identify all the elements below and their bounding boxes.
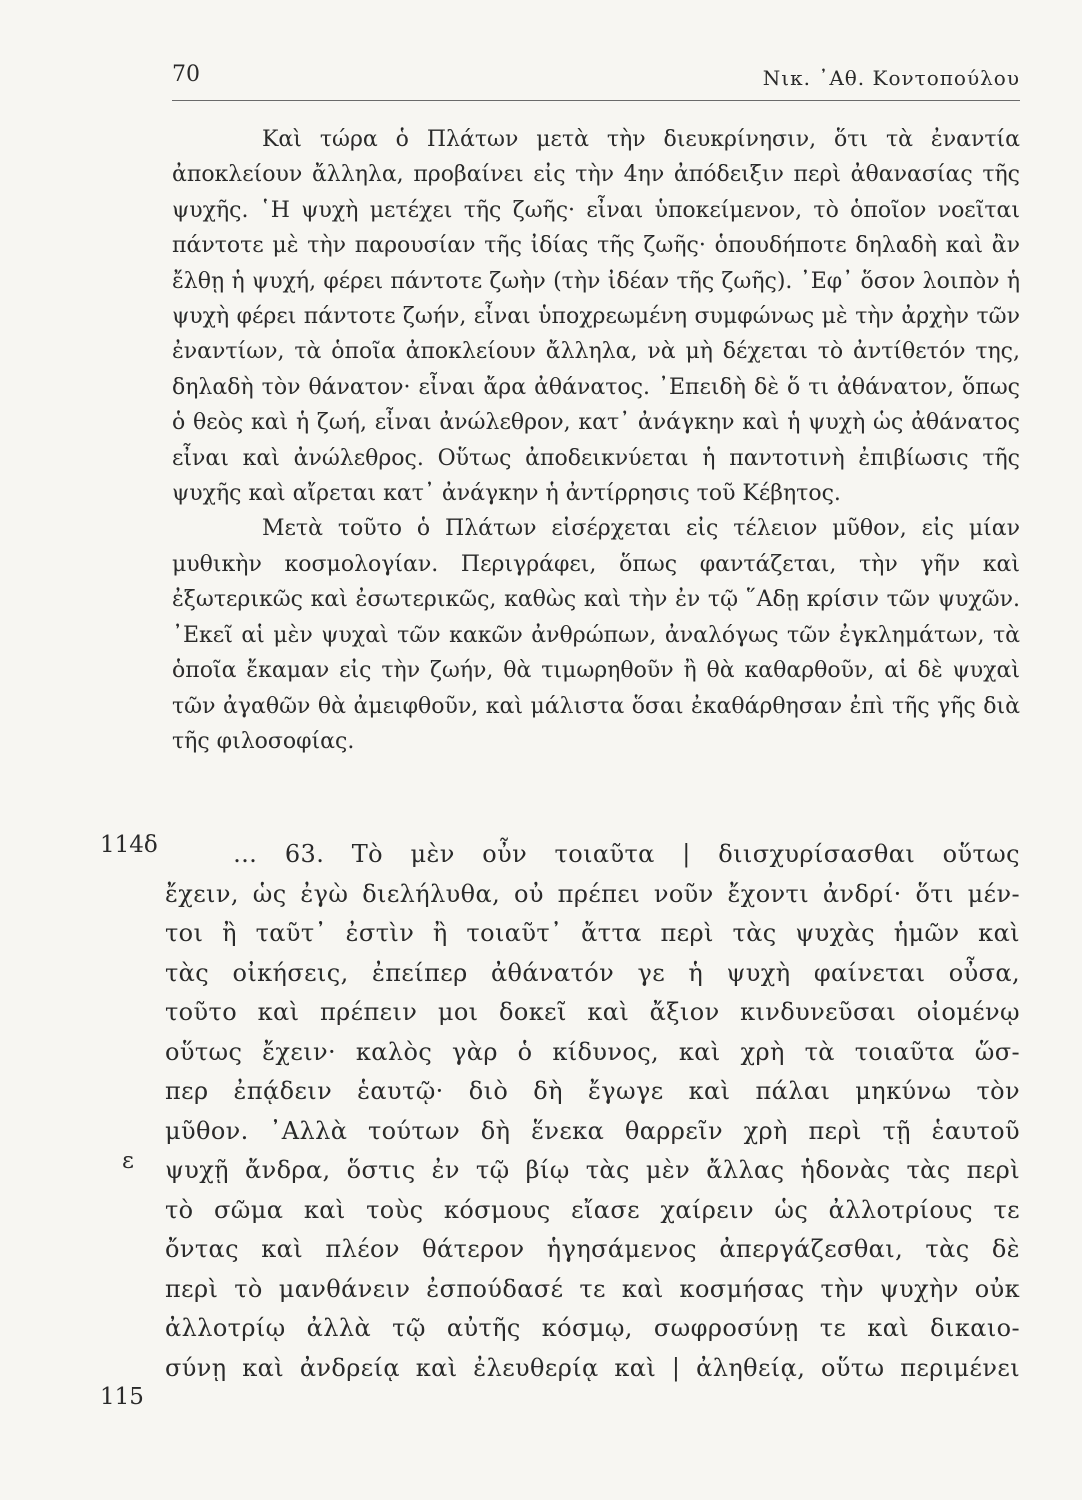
quote-line: περὶ τὸ μανθάνειν ἐσπούδασέ τε καὶ κοσμήσας τὴν ψυχὴν οὐκ: [165, 1274, 1020, 1303]
quote-line: περ ἐπᾴδειν ἑαυτῷ· διὸ δὴ ἔγωγε καὶ πάλαι μηκύνω τὸν: [165, 1077, 1020, 1105]
page-header: [172, 60, 1020, 101]
commentary-text: [172, 122, 1020, 759]
running-head: Νικ. ᾿Αθ. Κοντοπούλου: [762, 66, 1020, 90]
paragraph: Καὶ τώρα ὁ Πλάτων μετὰ τὴν διευκρίνησιν, ὅτι τὰ ἐναντία ἀποκλείουν ἄλληλα, προβαίνει εἰς τὴν 4ην ἀπόδειξιν περὶ ἀθανασίας τῆς ψυχῆς. ῾Η ψυχὴ μετέχει τῆς ζωῆς· εἶναι ὑποκείμενον, τὸ ὁποῖον νοεῖται πάντοτε μὲ τὴν παρουσίαν τῆς ἰδίας τῆς ζωῆς· ὁπουδήποτε δηλαδὴ καὶ ἂν ἔλθῃ ἡ ψυχή, φέρει πάντοτε ζωὴν (τὴν ἰδέαν τῆς ζωῆς). ᾿Εφ᾿ ὅσον λοιπὸν ἡ ψυχὴ φέρει πάντοτε ζωήν, εἶναι ὑποχρεωμένη συμφώνως μὲ τὴν ἀρχὴν τῶν ἐναντίων, τὰ ὁποῖα ἀποκλείουν ἄλληλα, νὰ μὴ δέχεται τὸ ἀντίθετόν της, δηλαδὴ τὸν θάνατον· εἶναι ἄρα ἀθάνατος. ᾿Επειδὴ δὲ ὅ τι ἀθάνατον, ὅπως ὁ θεὸς καὶ ἡ ζωή, εἶναι ἀνώλεθρον, κατ᾿ ἀνάγκην καὶ ἡ ψυχὴ ὡς ἀθάνατος εἶναι καὶ ἀνώλεθρος. Οὕτως ἀποδεικνύεται ἡ παντοτινὴ ἐπιβίωσις τῆς ψυχῆς καὶ αἴρεται κατ᾿ ἀνάγκην ἡ ἀντίρρησις τοῦ Κέβητος.: [172, 127, 1020, 507]
quote-line: σύνῃ καὶ ἀνδρείᾳ καὶ ἐλευθερίᾳ καὶ | ἀληθείᾳ, οὕτω περιμένει: [165, 1353, 1020, 1382]
margin-reference: ε: [122, 1148, 134, 1174]
margin-reference: 115: [100, 1384, 144, 1410]
paragraph: Μετὰ τοῦτο ὁ Πλάτων εἰσέρχεται εἰς τέλειον μῦθον, εἰς μίαν μυθικὴν κοσμολογίαν. Περιγράφει, ὅπως φαντάζεται, τὴν γῆν καὶ ἐξωτερικῶς καὶ ἐσωτερικῶς, καθὼς καὶ τὴν ἐν τῷ ῞Αδῃ κρίσιν τῶν ψυχῶν. ᾿Εκεῖ αἱ μὲν ψυχαὶ τῶν κακῶν ἀνθρώπων, ἀναλόγως τῶν ἐγκλημάτων, τὰ ὁποῖα ἔκαμαν εἰς τὴν ζωήν, θὰ τιμωρηθοῦν ἢ θὰ καθαρθοῦν, αἱ δὲ ψυχαὶ τῶν ἀγαθῶν θὰ ἀμειφθοῦν, καὶ μάλιστα ὅσαι ἐκαθάρθησαν ἐπὶ τῆς γῆς διὰ τῆς φιλοσοφίας.: [172, 516, 1020, 754]
quote-line: ἔχειν, ὡς ἐγὼ διελήλυθα, οὐ πρέπει νοῦν ἔχοντι ἀνδρί· ὅτι μέν-: [165, 879, 1020, 908]
quote-line: μῦθον. ᾿Αλλὰ τούτων δὴ ἕνεκα θαρρεῖν χρὴ περὶ τῇ ἑαυτοῦ: [165, 1116, 1020, 1145]
margin-reference: 114δ: [100, 832, 158, 858]
quote-line: ὄντας καὶ πλέον θάτερον ἡγησάμενος ἀπεργάζεσθαι, τὰς δὲ: [165, 1235, 1020, 1263]
quote-line: ἀλλοτρίῳ ἀλλὰ τῷ αὐτῆς κόσμῳ, σωφροσύνῃ τε καὶ δικαιο-: [165, 1314, 1020, 1342]
quoted-greek-text: [165, 835, 1020, 1388]
quote-line: ψυχῇ ἄνδρα, ὅστις ἐν τῷ βίῳ τὰς μὲν ἄλλας ἡδονὰς τὰς περὶ: [165, 1156, 1020, 1184]
page-number: 70: [172, 62, 200, 87]
quote-line: οὕτως ἔχειν· καλὸς γὰρ ὁ κίδυνος, καὶ χρὴ τὰ τοιαῦτα ὥσ-: [165, 1037, 1020, 1066]
quote-line: τὸ σῶμα καὶ τοὺς κόσμους εἴασε χαίρειν ὡς ἀλλοτρίους τε: [165, 1195, 1020, 1224]
quote-line: τοῦτο καὶ πρέπειν μοι δοκεῖ καὶ ἄξιον κινδυνεῦσαι οἰομένῳ: [165, 998, 1020, 1026]
quote-line: τοι ἢ ταῦτ᾿ ἐστὶν ἢ τοιαῦτ᾿ ἄττα περὶ τὰς ψυχὰς ἡμῶν καὶ: [165, 919, 1020, 947]
quote-line: τὰς οἰκήσεις, ἐπείπερ ἀθάνατόν γε ἡ ψυχὴ φαίνεται οὖσα,: [165, 958, 1020, 987]
quote-line: … 63. Τὸ μὲν οὖν τοιαῦτα | διισχυρίσασθαι οὕτως: [233, 840, 1020, 868]
